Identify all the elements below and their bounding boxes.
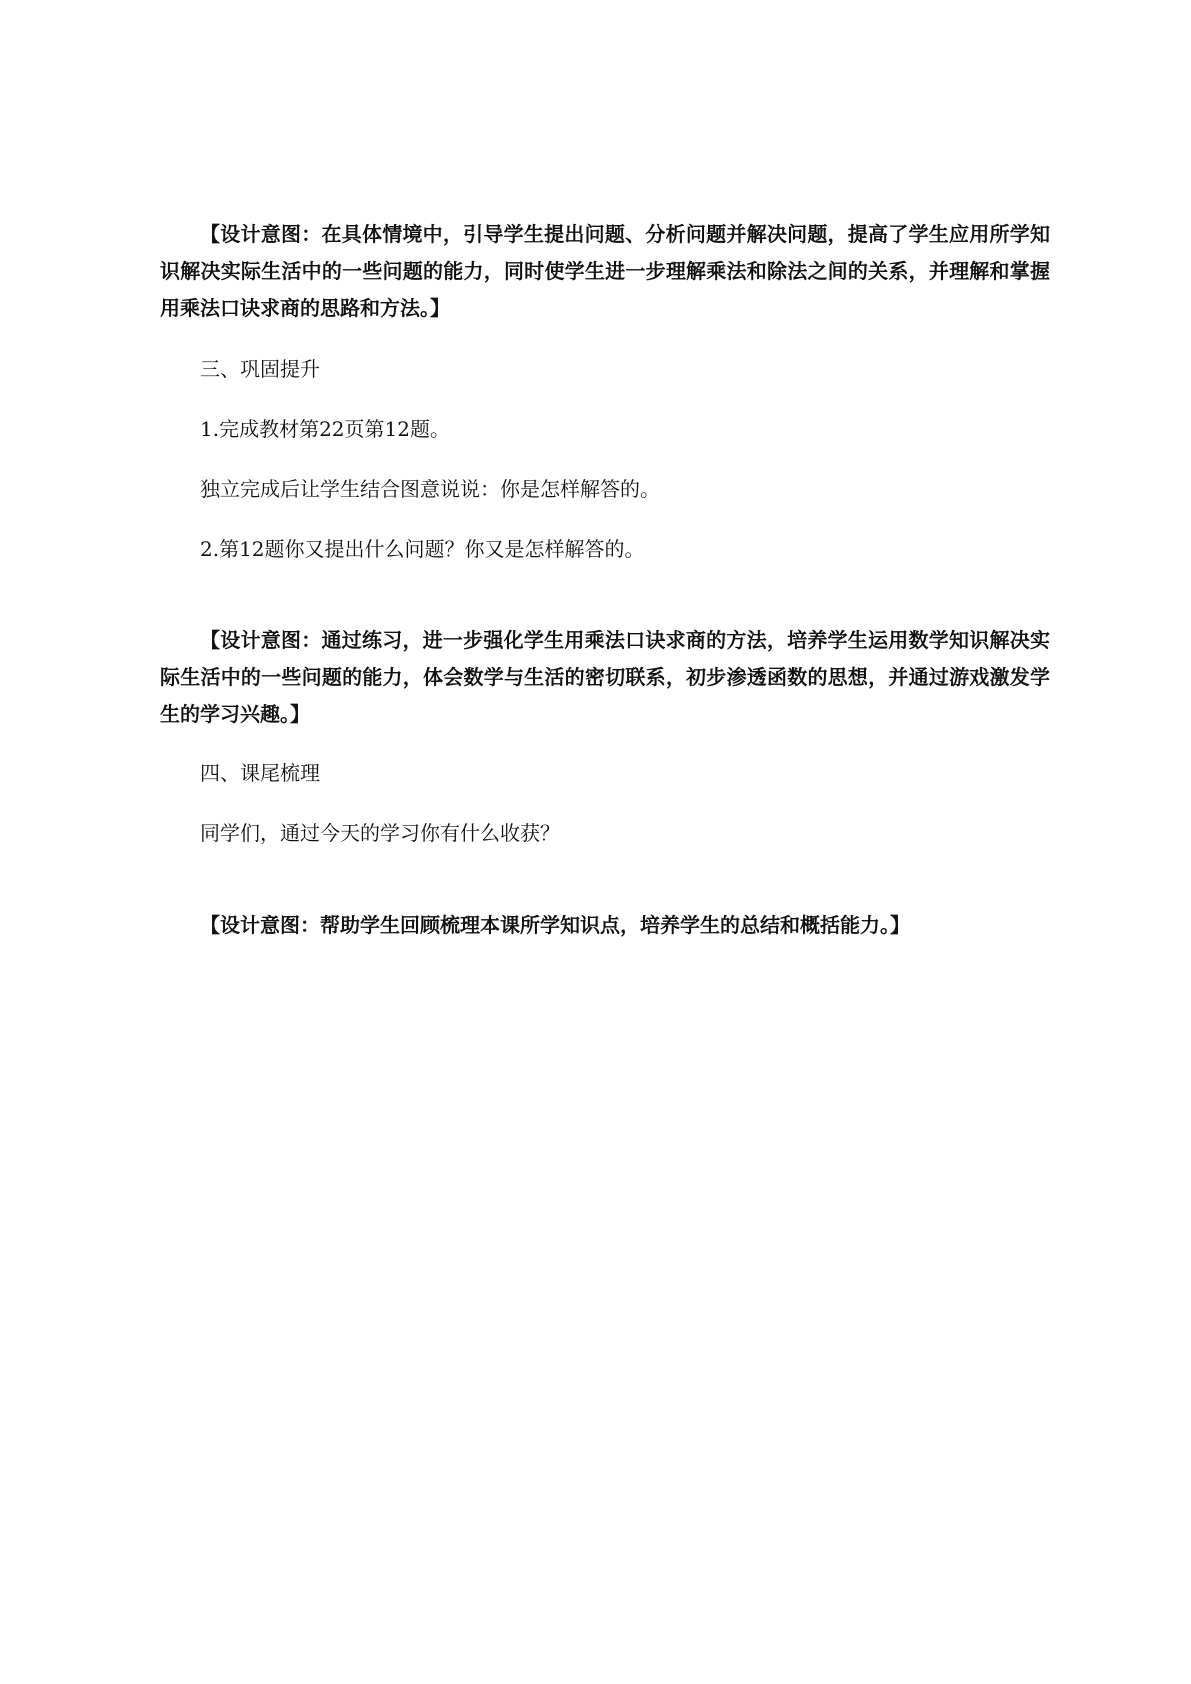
section-heading-consolidate: 三、巩固提升 — [200, 357, 320, 381]
document-page — [160, 216, 1050, 944]
spacer — [160, 568, 1050, 622]
exercise-instruction: 独立完成后让学生结合图意说说：你是怎样解答的。 — [200, 477, 660, 501]
spacer — [160, 388, 1050, 411]
spacer — [160, 327, 1050, 351]
exercise-item-1: 1.完成教材第22页第12题。 — [200, 417, 450, 441]
design-intent-paragraph-2: 【设计意图：通过练习，进一步强化学生用乘法口诀求商的方法，培养学生运用数学知识解决实际生活中的一些问题的能力，体会数学与生活的密切联系，初步渗透函数的思想，并通过游戏激发学生的学习兴趣。】 — [160, 628, 1050, 726]
spacer — [160, 792, 1050, 815]
design-intent-paragraph-1: 【设计意图：在具体情境中，引导学生提出问题、分析问题并解决问题，提高了学生应用所学知识解决实际生活中的一些问题的能力，同时使学生进一步理解乘法和除法之间的关系，并理解和掌握用乘法口诀求商的思路和方法。】 — [160, 222, 1050, 320]
design-intent-paragraph-3: 【设计意图：帮助学生回顾梳理本课所学知识点，培养学生的总结和概括能力。】 — [200, 913, 910, 937]
spacer — [160, 733, 1050, 755]
spacer — [160, 448, 1050, 471]
section-heading-review: 四、课尾梳理 — [200, 761, 320, 785]
review-question: 同学们，通过今天的学习你有什么收获？ — [200, 821, 560, 845]
spacer — [160, 852, 1050, 907]
spacer — [160, 508, 1050, 531]
exercise-item-2: 2.第12题你又提出什么问题？你又是怎样解答的。 — [200, 537, 645, 561]
